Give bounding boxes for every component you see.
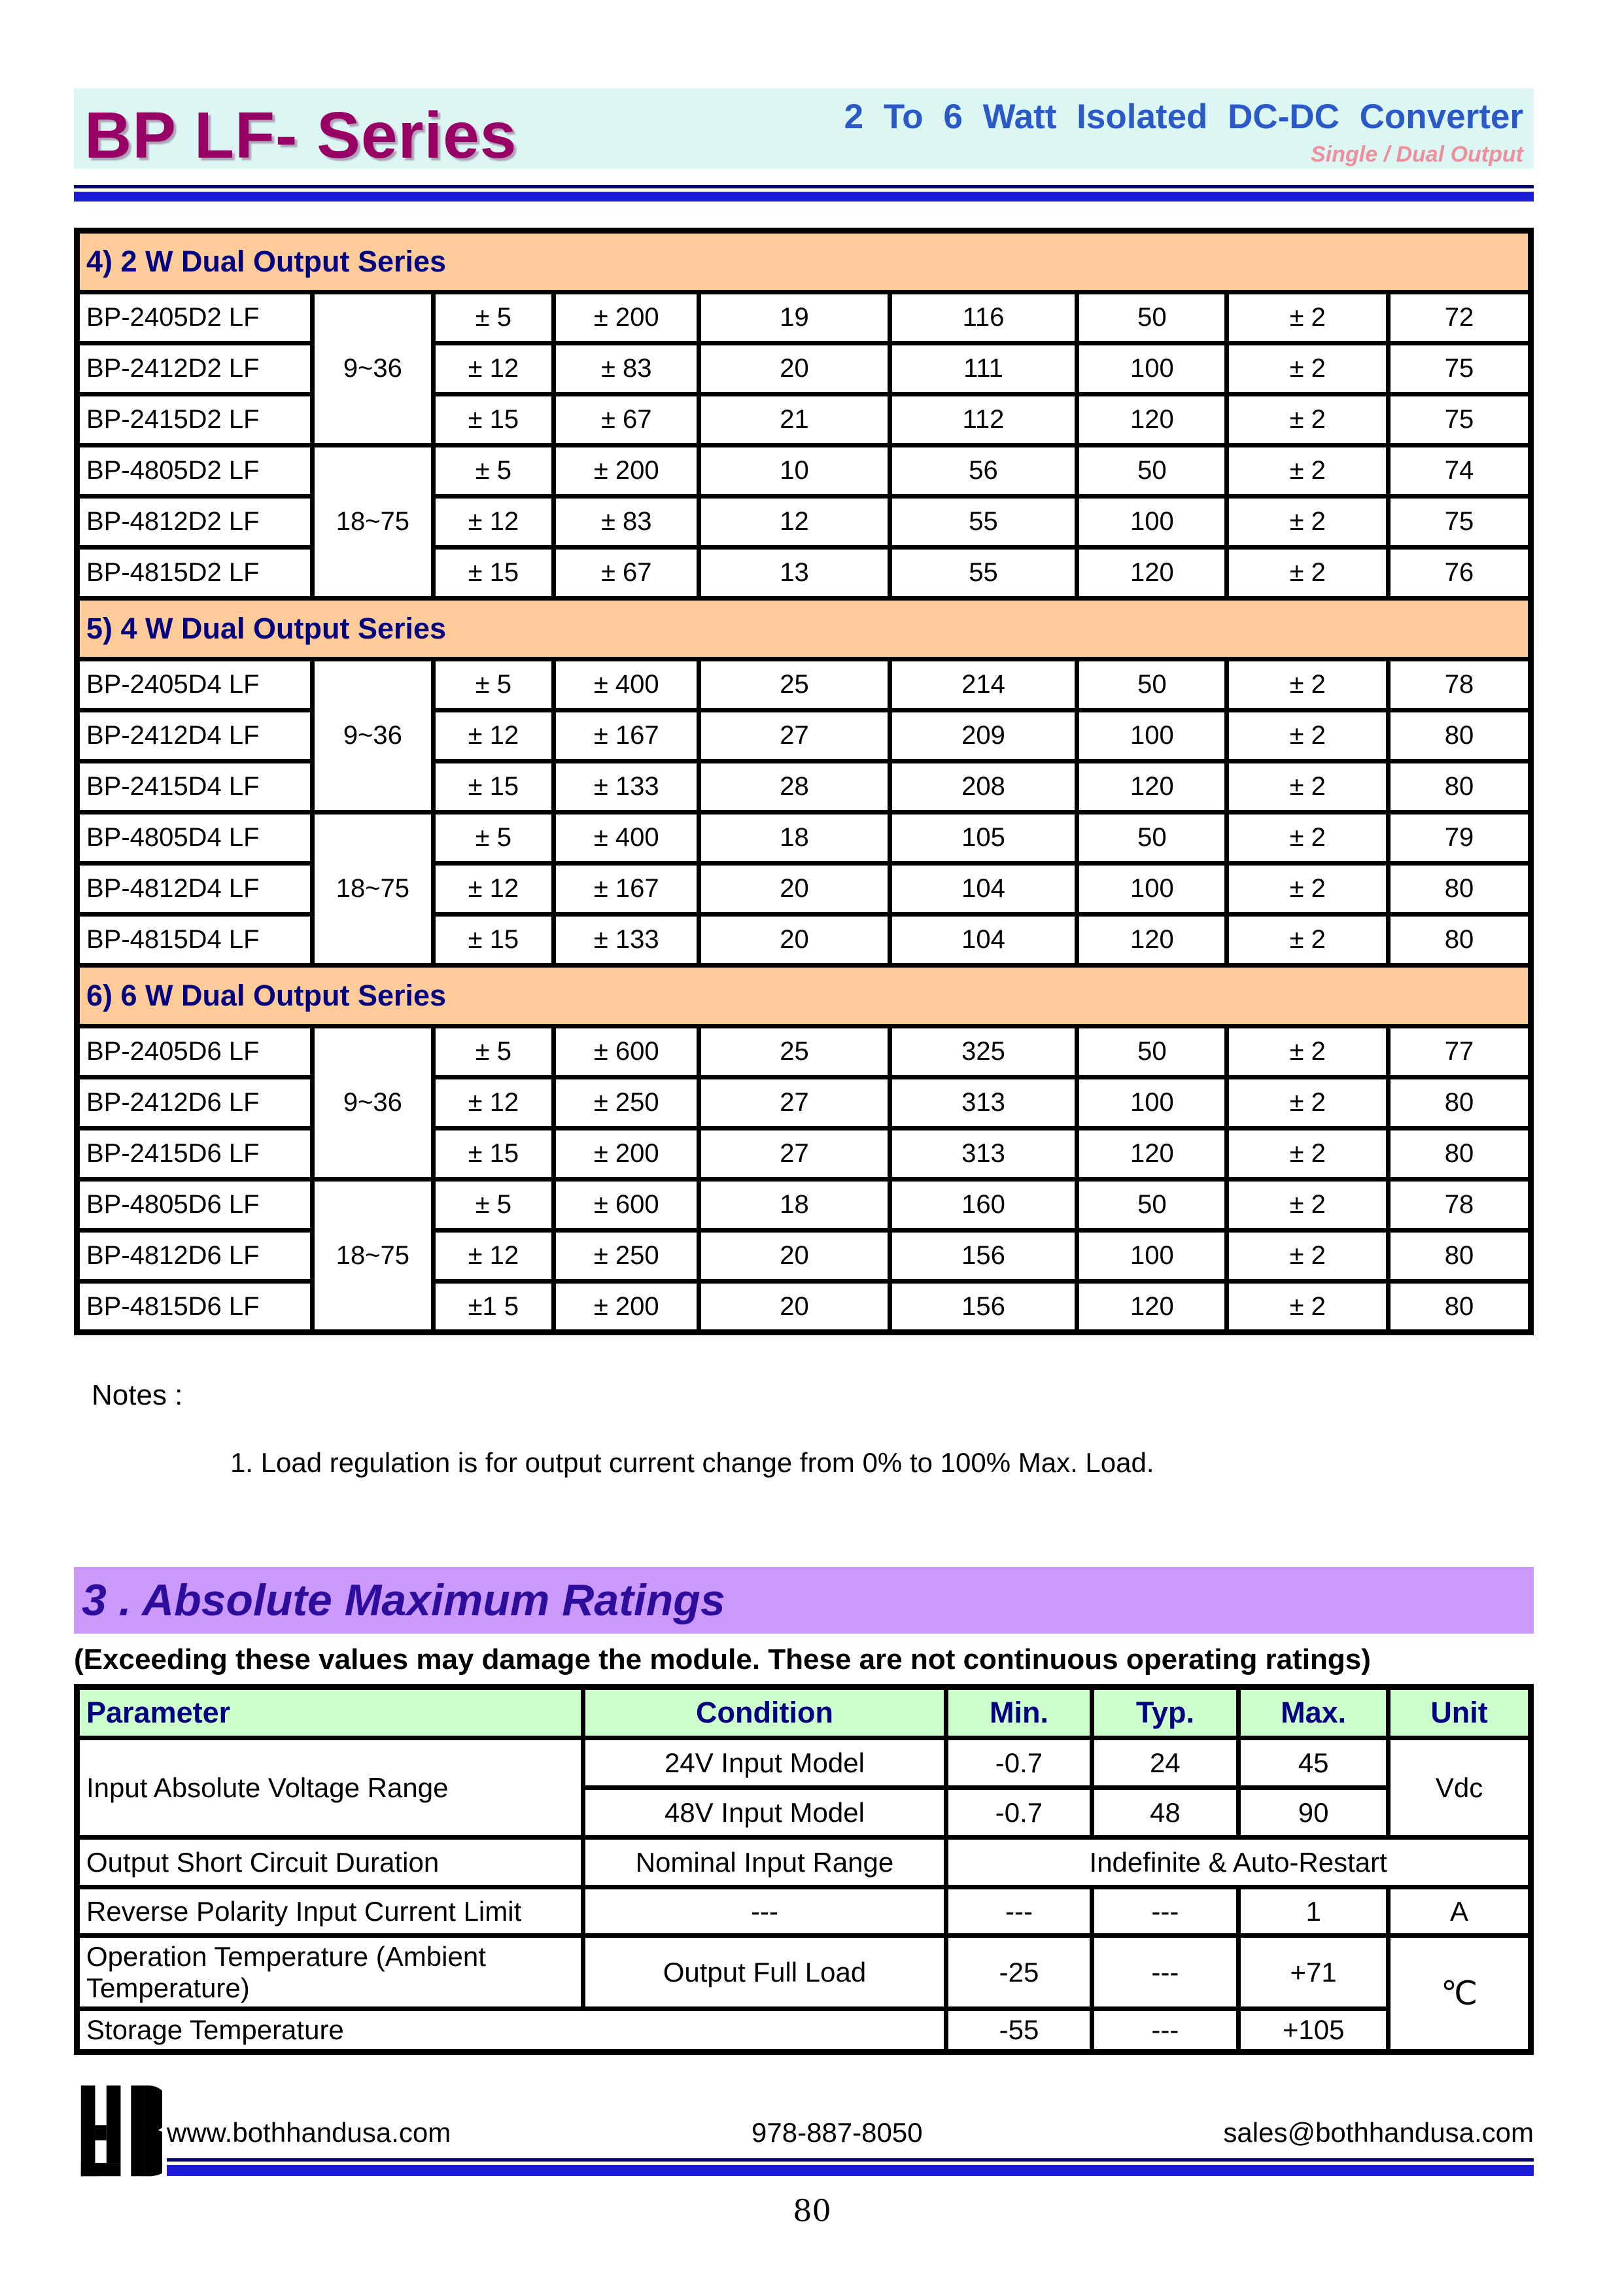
typ-cell: --- (1092, 2009, 1239, 2052)
spec-value: 100 (1077, 1077, 1227, 1129)
product-row (77, 1180, 1531, 1231)
spec-value: 25 (699, 1026, 890, 1077)
spec-value: 56 (890, 446, 1077, 497)
model-number: BP-4812D2 LF (77, 497, 313, 548)
abs-row-operation-temp (77, 1936, 1531, 2009)
spec-value: 72 (1389, 292, 1531, 343)
spec-value: ± 2 (1227, 659, 1389, 710)
spec-value: ± 5 (433, 446, 554, 497)
model-number: BP-4815D6 LF (77, 1282, 313, 1333)
spec-value: ± 5 (433, 813, 554, 864)
parameter-cell: Storage Temperature (77, 2009, 946, 2052)
max-cell: 45 (1239, 1738, 1389, 1788)
bothhand-logo (77, 2082, 162, 2182)
spec-value: 116 (890, 292, 1077, 343)
typ-cell: 24 (1092, 1738, 1239, 1788)
spec-value: ± 2 (1227, 915, 1389, 966)
spec-value: 74 (1389, 446, 1531, 497)
spec-value: 100 (1077, 497, 1227, 548)
spec-value: ± 2 (1227, 446, 1389, 497)
spec-value: 325 (890, 1026, 1077, 1077)
spec-value: 156 (890, 1231, 1077, 1282)
spec-value: 28 (699, 762, 890, 813)
header-banner (74, 88, 1534, 172)
spec-value: 80 (1389, 1231, 1531, 1282)
spec-value: ± 600 (554, 1180, 699, 1231)
model-number: BP-4815D2 LF (77, 548, 313, 599)
spec-value: 80 (1389, 1077, 1531, 1129)
spec-value: ± 5 (433, 1026, 554, 1077)
spec-value: ± 250 (554, 1231, 699, 1282)
spec-value: 55 (890, 548, 1077, 599)
spec-value: 120 (1077, 394, 1227, 446)
spec-value: ± 133 (554, 762, 699, 813)
spec-value: 20 (699, 915, 890, 966)
spec-value: ± 2 (1227, 864, 1389, 915)
spec-value: ± 133 (554, 915, 699, 966)
section3-title: 3 . Absolute Maximum Ratings (82, 1575, 725, 1625)
abs-row-short-circuit (77, 1838, 1531, 1887)
parameter-cell: Reverse Polarity Input Current Limit (77, 1887, 583, 1936)
typ-cell: --- (1092, 1936, 1239, 2009)
product-row (77, 446, 1531, 497)
spec-value: 50 (1077, 446, 1227, 497)
spec-value: 80 (1389, 915, 1531, 966)
spec-value: 55 (890, 497, 1077, 548)
spec-value: ± 250 (554, 1077, 699, 1129)
spec-value: 80 (1389, 762, 1531, 813)
spec-value: ± 83 (554, 497, 699, 548)
input-voltage-range: 18~75 (313, 813, 434, 966)
product-section-title: 5) 4 W Dual Output Series (77, 599, 1531, 659)
product-section-title: 6) 6 W Dual Output Series (77, 966, 1531, 1026)
spec-value: 12 (699, 497, 890, 548)
unit-cell: Vdc (1389, 1738, 1531, 1838)
max-cell: +71 (1239, 1936, 1389, 2009)
product-section-row (77, 231, 1531, 292)
spec-value: 50 (1077, 292, 1227, 343)
spec-value: ± 12 (433, 864, 554, 915)
spec-value: 50 (1077, 1180, 1227, 1231)
section3-warning: (Exceeding these values may damage the module. These are not continuous operating ratings) (74, 1643, 1371, 1675)
spec-value: 104 (890, 915, 1077, 966)
spec-value: ± 2 (1227, 343, 1389, 394)
spec-value: 20 (699, 864, 890, 915)
model-number: BP-4815D4 LF (77, 915, 313, 966)
spec-value: 27 (699, 1129, 890, 1180)
product-row (77, 1129, 1531, 1180)
product-row (77, 762, 1531, 813)
product-row (77, 497, 1531, 548)
spec-value: 313 (890, 1077, 1077, 1129)
spec-value: ± 5 (433, 1180, 554, 1231)
parameter-cell: Output Short Circuit Duration (77, 1838, 583, 1887)
product-row (77, 1231, 1531, 1282)
model-number: BP-2415D4 LF (77, 762, 313, 813)
spec-value: 50 (1077, 659, 1227, 710)
spec-value: 20 (699, 1282, 890, 1333)
product-section-row (77, 966, 1531, 1026)
spec-value: ± 67 (554, 548, 699, 599)
spec-value: ± 12 (433, 710, 554, 762)
spec-value: 50 (1077, 813, 1227, 864)
unit-cell: A (1389, 1887, 1531, 1936)
spec-value: ± 15 (433, 548, 554, 599)
spec-value: 156 (890, 1282, 1077, 1333)
header-rule-thin (74, 185, 1534, 188)
spec-value: ± 83 (554, 343, 699, 394)
parameter-cell: Operation Temperature (Ambient Temperature) (77, 1936, 583, 2009)
col-header-unit: Unit (1389, 1687, 1531, 1738)
spec-value: 80 (1389, 1282, 1531, 1333)
series-title: BP LF- Series (84, 99, 517, 172)
spec-value: ± 12 (433, 343, 554, 394)
model-number: BP-2415D2 LF (77, 394, 313, 446)
spec-value: 104 (890, 864, 1077, 915)
product-row (77, 292, 1531, 343)
col-header-parameter: Parameter (77, 1687, 583, 1738)
spec-value: 75 (1389, 497, 1531, 548)
col-header-max: Max. (1239, 1687, 1389, 1738)
spec-value: 100 (1077, 343, 1227, 394)
abs-row-input-voltage-24 (77, 1738, 1531, 1788)
bothhand-logo-icon (77, 2082, 162, 2179)
model-number: BP-4812D4 LF (77, 864, 313, 915)
input-voltage-range: 18~75 (313, 1180, 434, 1333)
header-rule-thick (74, 192, 1534, 201)
spec-value: ± 12 (433, 1077, 554, 1129)
spec-value: ± 2 (1227, 1282, 1389, 1333)
spec-value: 105 (890, 813, 1077, 864)
input-voltage-range: 9~36 (313, 659, 434, 813)
spec-value: 13 (699, 548, 890, 599)
spec-value: ± 600 (554, 1026, 699, 1077)
spec-value: 50 (1077, 1026, 1227, 1077)
spec-value: 27 (699, 1077, 890, 1129)
spec-value: 160 (890, 1180, 1077, 1231)
product-row (77, 394, 1531, 446)
footer-email: sales@bothhandusa.com (1223, 2117, 1534, 2148)
condition-cell: 48V Input Model (583, 1788, 946, 1838)
spec-value: 313 (890, 1129, 1077, 1180)
spec-value: 78 (1389, 659, 1531, 710)
spec-value: 20 (699, 1231, 890, 1282)
spec-value: 120 (1077, 1129, 1227, 1180)
spec-value: ± 67 (554, 394, 699, 446)
spec-value: ± 167 (554, 864, 699, 915)
spec-value: 80 (1389, 1129, 1531, 1180)
model-number: BP-2405D2 LF (77, 292, 313, 343)
output-subtitle: Single / Dual Output (1311, 142, 1523, 167)
abs-max-table (74, 1684, 1534, 2055)
spec-value: ± 2 (1227, 1231, 1389, 1282)
spec-value: ± 2 (1227, 497, 1389, 548)
spec-value: 100 (1077, 1231, 1227, 1282)
col-header-condition: Condition (583, 1687, 946, 1738)
condition-cell: Nominal Input Range (583, 1838, 946, 1887)
spec-value: ± 15 (433, 1129, 554, 1180)
model-number: BP-2412D6 LF (77, 1077, 313, 1129)
spec-value: 79 (1389, 813, 1531, 864)
unit-cell: ℃ (1389, 1936, 1531, 2052)
spec-value: 20 (699, 343, 890, 394)
product-row (77, 813, 1531, 864)
spec-value: 120 (1077, 548, 1227, 599)
product-section-row (77, 599, 1531, 659)
product-row (77, 915, 1531, 966)
spec-value: ±1 5 (433, 1282, 554, 1333)
max-cell: +105 (1239, 2009, 1389, 2052)
model-number: BP-2405D4 LF (77, 659, 313, 710)
parameter-cell: Input Absolute Voltage Range (77, 1738, 583, 1838)
min-cell: --- (946, 1887, 1092, 1936)
value-cell: Indefinite & Auto-Restart (946, 1838, 1531, 1887)
model-number: BP-2412D4 LF (77, 710, 313, 762)
spec-value: ± 12 (433, 497, 554, 548)
model-number: BP-2415D6 LF (77, 1129, 313, 1180)
spec-value: 80 (1389, 710, 1531, 762)
spec-value: 25 (699, 659, 890, 710)
col-header-min: Min. (946, 1687, 1092, 1738)
typ-cell: 48 (1092, 1788, 1239, 1838)
spec-value: 18 (699, 813, 890, 864)
spec-value: 100 (1077, 864, 1227, 915)
model-number: BP-4812D6 LF (77, 1231, 313, 1282)
footer-website: www.bothhandusa.com (167, 2117, 451, 2148)
spec-value: ± 2 (1227, 1026, 1389, 1077)
model-number: BP-4805D6 LF (77, 1180, 313, 1231)
spec-value: ± 200 (554, 1282, 699, 1333)
min-cell: -0.7 (946, 1788, 1092, 1838)
product-row (77, 1026, 1531, 1077)
product-row (77, 548, 1531, 599)
notes-heading: Notes : (92, 1379, 183, 1411)
condition-cell: --- (583, 1887, 946, 1936)
spec-value: ± 2 (1227, 813, 1389, 864)
spec-value: ± 2 (1227, 1077, 1389, 1129)
spec-value: ± 5 (433, 292, 554, 343)
spec-value: ± 15 (433, 762, 554, 813)
col-header-typ: Typ. (1092, 1687, 1239, 1738)
spec-value: 120 (1077, 762, 1227, 813)
spec-value: 77 (1389, 1026, 1531, 1077)
spec-value: ± 2 (1227, 710, 1389, 762)
spec-value: ± 2 (1227, 548, 1389, 599)
spec-value: ± 200 (554, 1129, 699, 1180)
spec-value: 78 (1389, 1180, 1531, 1231)
product-row (77, 710, 1531, 762)
spec-value: 76 (1389, 548, 1531, 599)
typ-cell: --- (1092, 1887, 1239, 1936)
model-number: BP-4805D2 LF (77, 446, 313, 497)
spec-value: ± 2 (1227, 394, 1389, 446)
spec-value: ± 12 (433, 1231, 554, 1282)
spec-value: 208 (890, 762, 1077, 813)
spec-value: ± 200 (554, 292, 699, 343)
section3-title-banner (74, 1567, 1534, 1634)
spec-value: 19 (699, 292, 890, 343)
page-number: 80 (793, 2193, 831, 2228)
model-number: BP-4805D4 LF (77, 813, 313, 864)
condition-cell: 24V Input Model (583, 1738, 946, 1788)
spec-value: 21 (699, 394, 890, 446)
product-section-title: 4) 2 W Dual Output Series (77, 231, 1531, 292)
spec-value: ± 200 (554, 446, 699, 497)
model-number: BP-2412D2 LF (77, 343, 313, 394)
footer-rule-thin (167, 2158, 1534, 2162)
spec-value: 75 (1389, 343, 1531, 394)
product-row (77, 1077, 1531, 1129)
input-voltage-range: 18~75 (313, 446, 434, 599)
spec-value: ± 2 (1227, 1129, 1389, 1180)
spec-value: ± 400 (554, 659, 699, 710)
product-row (77, 1282, 1531, 1333)
spec-value: 100 (1077, 710, 1227, 762)
model-number: BP-2405D6 LF (77, 1026, 313, 1077)
product-row (77, 343, 1531, 394)
footer (167, 2117, 1534, 2148)
min-cell: -0.7 (946, 1738, 1092, 1788)
spec-value: ± 2 (1227, 762, 1389, 813)
spec-value: 75 (1389, 394, 1531, 446)
spec-value: 112 (890, 394, 1077, 446)
spec-value: ± 400 (554, 813, 699, 864)
spec-value: ± 167 (554, 710, 699, 762)
spec-value: ± 15 (433, 915, 554, 966)
abs-row-reverse-polarity (77, 1887, 1531, 1936)
footer-phone: 978-887-8050 (752, 2117, 923, 2148)
spec-value: 120 (1077, 915, 1227, 966)
spec-value: 214 (890, 659, 1077, 710)
header-right (844, 97, 1523, 169)
min-cell: -55 (946, 2009, 1092, 2052)
product-table (74, 228, 1534, 1335)
spec-value: ± 15 (433, 394, 554, 446)
product-title: 2 To 6 Watt Isolated DC-DC Converter (844, 97, 1523, 136)
min-cell: -25 (946, 1936, 1092, 2009)
spec-value: 27 (699, 710, 890, 762)
spec-value: 80 (1389, 864, 1531, 915)
spec-value: ± 2 (1227, 292, 1389, 343)
max-cell: 90 (1239, 1788, 1389, 1838)
product-row (77, 864, 1531, 915)
input-voltage-range: 9~36 (313, 1026, 434, 1180)
max-cell: 1 (1239, 1887, 1389, 1936)
spec-value: ± 5 (433, 659, 554, 710)
abs-row-storage-temp (77, 2009, 1531, 2052)
spec-value: 120 (1077, 1282, 1227, 1333)
abs-header-row (77, 1687, 1531, 1738)
condition-cell: Output Full Load (583, 1936, 946, 2009)
input-voltage-range: 9~36 (313, 292, 434, 446)
spec-value: 10 (699, 446, 890, 497)
spec-value: 111 (890, 343, 1077, 394)
spec-value: 18 (699, 1180, 890, 1231)
product-row (77, 659, 1531, 710)
note-item: 1. Load regulation is for output current change from 0% to 100% Max. Load. (230, 1447, 1154, 1478)
spec-value: 209 (890, 710, 1077, 762)
spec-value: ± 2 (1227, 1180, 1389, 1231)
footer-rule-thick (167, 2165, 1534, 2176)
